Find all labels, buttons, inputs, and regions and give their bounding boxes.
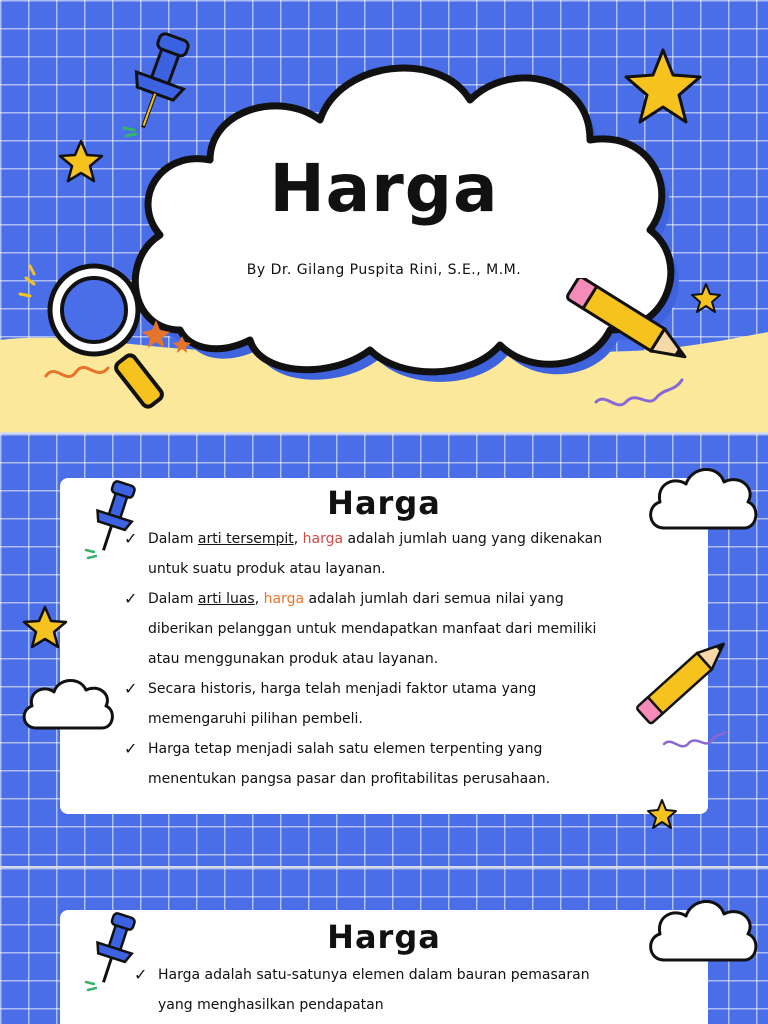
squiggle-icon [660, 724, 730, 752]
star-icon [622, 46, 704, 128]
star-icon [58, 138, 104, 184]
highlight-term: harga [263, 591, 305, 607]
check-icon: ✓ [124, 679, 138, 698]
star-icon [22, 604, 68, 650]
slide-title: Harga [327, 918, 441, 956]
check-icon: ✓ [124, 589, 138, 608]
slide-title: Harga [327, 484, 441, 522]
pushpin-icon [84, 478, 144, 562]
magnifier-icon [16, 258, 191, 418]
content-slide-1 [0, 432, 768, 866]
pushpin-icon [118, 28, 198, 143]
cloud-icon [18, 670, 118, 740]
title-slide [0, 0, 768, 432]
list-item: ✓ Harga adalah satu-satunya elemen dalam bauran pemasaran yang menghasilkan pendapatan [132, 960, 678, 1020]
highlight-term: harga [302, 531, 344, 547]
check-icon: ✓ [134, 965, 148, 984]
term-underlined: arti luas [197, 591, 255, 607]
check-icon: ✓ [124, 739, 138, 758]
content-card [60, 910, 708, 1024]
list-item: ✓ Harga tetap menjadi salah satu elemen terpenting yang menentukan pangsa pasar dan profitabilitas perusahaan. [122, 734, 678, 794]
pencil-icon [620, 630, 750, 730]
author-byline: By Dr. Gilang Puspita Rini, S.E., M.M. [246, 262, 522, 278]
bullet-list [60, 524, 708, 794]
pushpin-icon [84, 910, 144, 994]
check-icon: ✓ [124, 529, 138, 548]
star-icon [646, 798, 678, 830]
content-card [60, 478, 708, 814]
cloud-icon [644, 890, 764, 972]
list-item: ✓ Dalam arti luas, harga adalah jumlah dari semua nilai yang diberikan pelanggan untuk mendapatkan manfaat dari memiliki atau menggunakan produk atau layanan. [122, 584, 678, 674]
content-slide-2 [0, 866, 768, 1024]
bullet-list [60, 960, 708, 1020]
term-underlined: arti tersempit [197, 531, 294, 547]
pencil-icon [552, 278, 702, 368]
squiggle-icon [590, 368, 690, 413]
list-item: ✓ Dalam arti tersempit, harga adalah jumlah uang yang dikenakan untuk suatu produk atau layanan. [122, 524, 678, 584]
cloud-icon [644, 458, 764, 540]
list-item: ✓ Secara historis, harga telah menjadi faktor utama yang memengaruhi pilihan pembeli. [122, 674, 678, 734]
page-title: Harga [269, 150, 499, 227]
